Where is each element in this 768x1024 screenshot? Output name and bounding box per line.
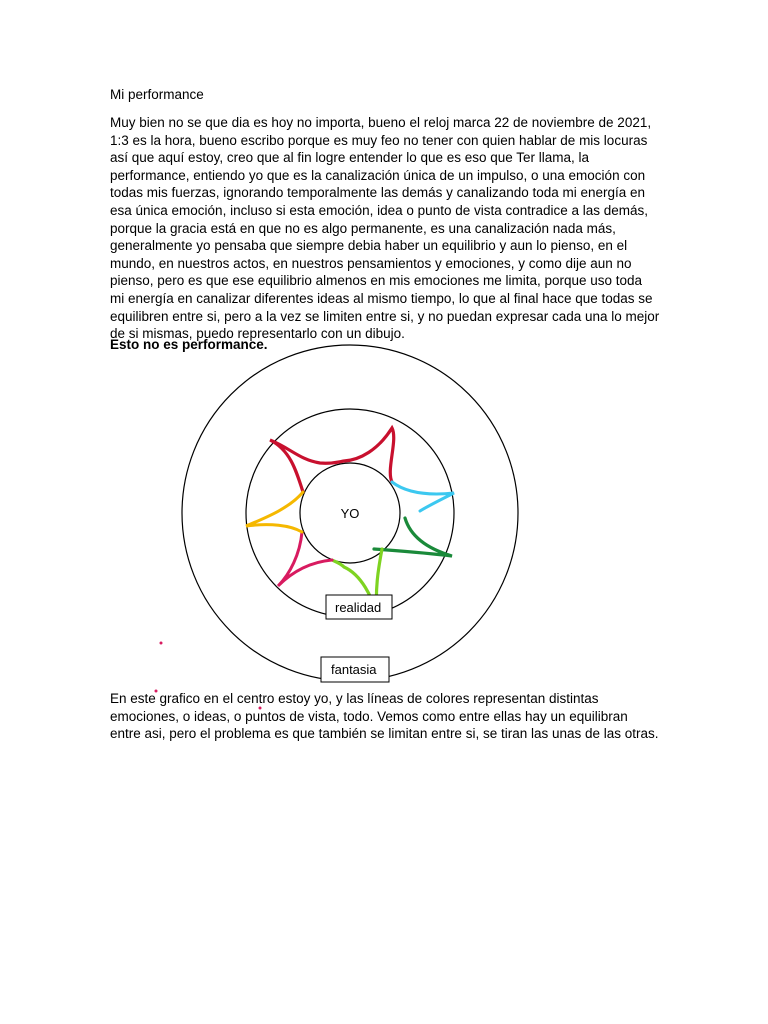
- paragraph-not-performance: Esto no es performance.: [110, 337, 268, 352]
- label-realidad: realidad: [335, 600, 382, 615]
- label-yo: YO: [340, 506, 360, 521]
- emotion-line-red: [270, 428, 394, 492]
- paragraph-explanation: En este grafico en el centro estoy yo, y las líneas de colores representan distintas emociones, o ideas, o puntos de vista, todo. Vemos como entre ellas hay un equilibran entre asi, pero el problema es que también se limitan entre si, se tiran las unas de las otras.: [110, 691, 659, 742]
- paragraph-intro: Muy bien no se que dia es hoy no importa, bueno el reloj marca 22 de noviembre de 2021, 1:3 es la hora, bueno escribo porque es muy feo no tener con quien hablar de mis locuras así que aquí estoy, creo que al fin logre entender lo que es eso que Ter llama, la performance, entiendo yo que es la canalización única de un impulso, o una emoción con todas mis fuerzas, ignorando temporalmente las demás y canalizando toda mi energía en esa única emoción, incluso si esta emoción, idea o punto de vista contradice a las demás, porque la gracia está en que no es algo permanente, es una canalización nada más, generalmente yo pensaba que siempre debia haber un equilibrio y aun lo pienso, en el mundo, en nuestros actos, en nuestros pensamientos y emociones, y como dije aun no pienso, pero es que ese equilibrio almenos en mis emociones me limita, porque uso toda mi energía en canalizar diferentes ideas al mismo tiempo, lo que al final hace que todas se equilibren entre si, pero a la vez se limiten entre si, y no puedan expresar cada una lo mejor de si mismas, puedo representarlo con un dibujo.: [110, 115, 660, 342]
- label-fantasia: fantasia: [331, 662, 377, 677]
- stray-dot: [160, 642, 163, 645]
- document-title: Mi performance: [110, 87, 204, 102]
- emotion-line-green: [374, 518, 452, 556]
- emotion-line-magenta: [278, 532, 332, 586]
- emotion-line-cyan: [392, 482, 454, 511]
- emotion-line-yellow: [246, 492, 303, 532]
